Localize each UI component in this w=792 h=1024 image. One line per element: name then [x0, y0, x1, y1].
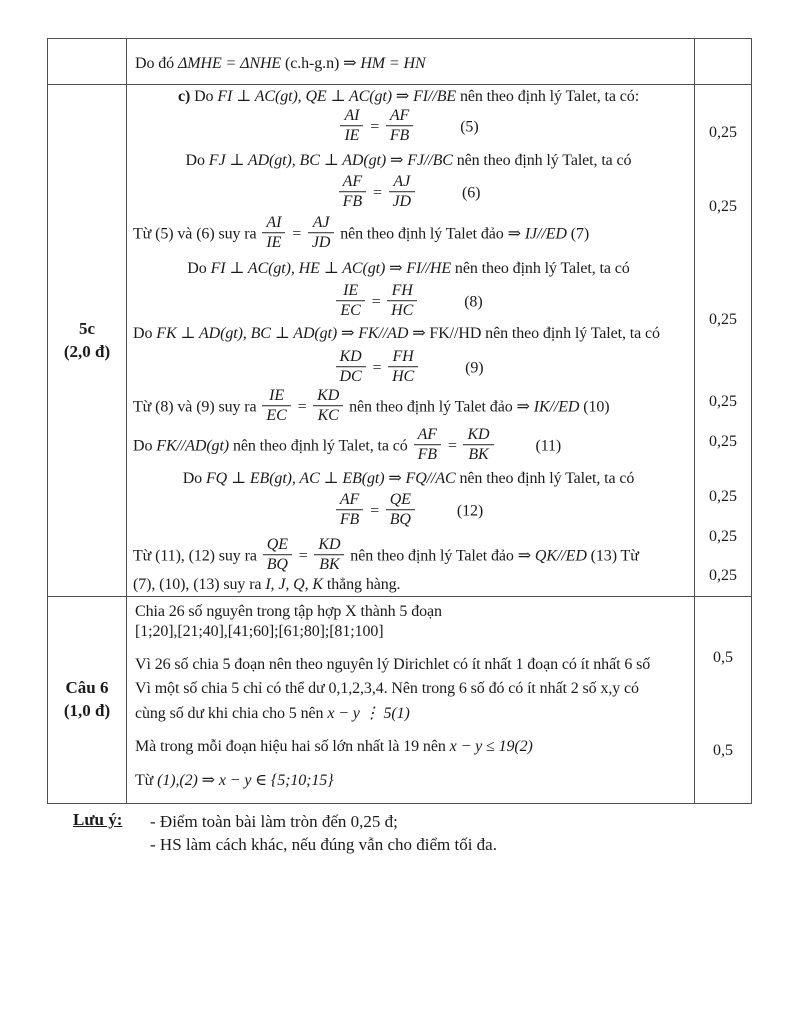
- content-line: [127, 389, 690, 427]
- content-line: [127, 493, 690, 531]
- point-value: 0,25: [709, 311, 737, 328]
- text: (5): [460, 118, 479, 136]
- point-value: 0,25: [709, 433, 737, 450]
- content-line: [127, 350, 690, 388]
- answer-content-cell: [126, 597, 694, 803]
- math-text: FQ ⊥ EB(gt), AC ⊥ EB(gt) ⇒ FQ//AC: [205, 470, 456, 487]
- text: Do: [133, 437, 157, 455]
- question-id-line: (1,0 đ): [63, 701, 111, 720]
- text: nên theo định lý Talet, ta có: [229, 437, 412, 455]
- math-text: =: [365, 502, 384, 520]
- math-text: =: [442, 437, 462, 455]
- fraction-numerator: AF: [386, 107, 413, 126]
- text: cùng số dư khi chia cho 5 nên: [135, 705, 328, 722]
- text: (11): [535, 437, 562, 455]
- math-text: [1;20],[21;40],[41;60];[61;80];[81;100]: [135, 623, 384, 640]
- points-cell: [694, 85, 751, 596]
- text: c): [177, 88, 195, 105]
- math-text: ⇒ IJ//ED: [507, 225, 567, 243]
- text: Chia 26 số nguyên trong tập hợp X thành 5 đoạn: [135, 603, 442, 620]
- fraction-denominator: IE: [344, 127, 360, 145]
- math-text: FJ ⊥ AD(gt), BC ⊥ AD(gt) ⇒ FJ//BC: [208, 152, 453, 169]
- text: (7): [566, 225, 590, 243]
- answer-content-cell: [126, 39, 694, 84]
- text: nên theo định lý Talet đảo: [345, 398, 517, 416]
- text: nên theo định lý Talet, ta có:: [456, 88, 640, 105]
- question-id-line: (2,0 đ): [63, 341, 111, 361]
- math-text: FI ⊥ AC(gt), HE ⊥ AC(gt) ⇒ FI//HE: [210, 260, 452, 277]
- math-text: ΔMHE = ΔNHE: [177, 55, 282, 72]
- fraction-numerator: FH: [388, 348, 418, 367]
- content-line: [127, 216, 690, 254]
- text: Vì một số chia 5 chỉ có thể dư 0,1,2,3,4. Nên trong 6 số đó có ít nhất 2 số x,y có: [135, 680, 639, 697]
- fraction-denominator: FB: [342, 193, 363, 211]
- content-line: [127, 680, 690, 698]
- fraction-numerator: IE: [336, 282, 364, 301]
- answer-content-cell: [126, 85, 694, 596]
- math-text: =: [368, 184, 387, 202]
- fraction: [340, 107, 363, 145]
- text: Do: [187, 260, 211, 277]
- math-text: FK//AD(gt): [156, 437, 230, 455]
- fraction-numerator: KD: [336, 348, 366, 367]
- math-text: x − y ≤ 19(2): [449, 738, 533, 755]
- math-text: FK ⊥ AD(gt), BC ⊥ AD(gt) ⇒ FK//AD: [156, 325, 409, 342]
- fraction: [262, 387, 290, 425]
- content-line: [127, 538, 690, 576]
- fraction: [308, 214, 334, 252]
- content-line: [127, 284, 690, 322]
- content-line: [127, 428, 690, 466]
- question-id-cell: [48, 39, 126, 84]
- text: (7), (10), (13) suy ra: [133, 576, 266, 593]
- content-line: [127, 603, 690, 621]
- answer-rubric-table: [47, 38, 752, 804]
- text: Do đó: [135, 55, 178, 72]
- text: Mà trong mỗi đoạn hiệu hai số lớn nhất là 19 nên: [135, 738, 450, 755]
- fraction-denominator: FB: [389, 127, 410, 145]
- fraction: [386, 491, 415, 529]
- text: nên theo định lý Talet, ta có: [481, 325, 660, 342]
- content-line: [127, 656, 690, 674]
- fraction-denominator: FB: [339, 511, 360, 529]
- text: Từ: [135, 772, 158, 789]
- text: Do: [182, 470, 206, 487]
- table-row: [48, 85, 751, 597]
- text: nên theo định lý Talet đảo: [346, 547, 518, 565]
- math-text: FI ⊥ AC(gt), QE ⊥ AC(gt) ⇒ FI//BE: [217, 88, 457, 105]
- fraction-denominator: JD: [311, 234, 331, 252]
- fraction-denominator: FB: [417, 446, 437, 464]
- fraction: [463, 426, 493, 464]
- question-id-line: 5c: [78, 318, 96, 338]
- table-row: [48, 39, 751, 85]
- text: (6): [461, 184, 481, 202]
- text: Do: [194, 88, 218, 105]
- text: (c.h-g.n): [281, 55, 344, 72]
- fraction: [262, 214, 285, 252]
- question-id-line: Câu 6: [65, 678, 109, 698]
- content-line: [127, 86, 690, 106]
- question-id-cell: [48, 597, 126, 803]
- fraction-denominator: KC: [317, 407, 339, 425]
- fraction-numerator: AJ: [389, 173, 415, 192]
- fraction-numerator: QE: [386, 491, 415, 510]
- content-line: [127, 150, 690, 170]
- fraction: [386, 107, 413, 145]
- content-line: [127, 109, 690, 147]
- text: (9): [465, 359, 484, 377]
- fraction-denominator: BK: [319, 556, 340, 574]
- fraction-denominator: EC: [340, 302, 361, 320]
- math-text: =: [293, 547, 313, 565]
- fraction-numerator: KD: [463, 426, 493, 445]
- math-text: =: [287, 225, 306, 243]
- point-value: 0,5: [713, 649, 733, 666]
- math-text: =: [292, 398, 312, 416]
- math-text: ⇒ FK//HD: [408, 325, 482, 342]
- fraction: [336, 491, 363, 529]
- fraction-denominator: IE: [266, 234, 282, 252]
- text: nên theo định lý Talet đảo: [336, 225, 508, 243]
- fraction-numerator: AF: [414, 426, 441, 445]
- fraction: [336, 282, 364, 320]
- fraction-numerator: AJ: [308, 214, 334, 233]
- table-row: [48, 597, 751, 803]
- fraction-numerator: AF: [336, 491, 363, 510]
- text: thẳng hàng.: [323, 576, 401, 593]
- content-line: [127, 175, 690, 213]
- point-value: 0,25: [709, 567, 737, 584]
- math-text: (1),(2) ⇒ x − y ∈ {5;10;15}: [157, 772, 334, 789]
- text: nên theo định lý Talet, ta có: [451, 260, 630, 277]
- text: Vì 26 số chia 5 đoạn nên theo nguyên lý Dirichlet có ít nhất 1 đoạn có ít nhất 6 số: [135, 656, 651, 673]
- math-text: =: [366, 293, 386, 311]
- text: Từ (8) và (9) suy ra: [133, 398, 261, 416]
- points-cell: [694, 39, 751, 84]
- text: (10): [579, 398, 610, 416]
- question-id-cell: [48, 85, 126, 596]
- fraction-denominator: EC: [266, 407, 287, 425]
- text: Từ (11), (12) suy ra: [133, 547, 261, 565]
- math-text: x − y ⋮ 5(1): [327, 705, 410, 722]
- fraction-numerator: AI: [340, 107, 363, 126]
- content-line: [127, 323, 690, 343]
- text: (13) Từ: [586, 547, 639, 565]
- text: Từ (5) và (6) suy ra: [133, 225, 261, 243]
- text: nên theo định lý Talet, ta có: [455, 470, 635, 487]
- point-value: 0,5: [713, 742, 733, 759]
- content-line: [127, 53, 690, 73]
- text: Do: [185, 152, 209, 169]
- text: nên theo định lý Talet, ta có: [452, 152, 632, 169]
- fraction-denominator: HC: [392, 368, 415, 386]
- point-value: 0,25: [709, 124, 737, 141]
- content-line: [127, 468, 690, 488]
- fraction-denominator: BQ: [389, 511, 411, 529]
- fraction: [314, 536, 344, 574]
- fraction: [388, 348, 418, 386]
- point-value: 0,25: [709, 528, 737, 545]
- fraction: [313, 387, 343, 425]
- content-line: [127, 738, 690, 756]
- content-line: [127, 258, 690, 278]
- point-value: 0,25: [709, 488, 737, 505]
- math-text: =: [367, 359, 387, 377]
- math-text: ⇒ QK//ED: [517, 547, 587, 565]
- note-line: - HS làm cách khác, nếu đúng vẫn cho điểm tối đa.: [150, 835, 497, 854]
- fraction-denominator: HC: [391, 302, 414, 320]
- point-value: 0,25: [709, 198, 737, 215]
- math-text: I, J, Q, K: [265, 576, 323, 593]
- fraction: [263, 536, 292, 574]
- content-line: [127, 770, 690, 790]
- note-line: - Điểm toàn bài làm tròn đến 0,25 đ;: [150, 812, 398, 831]
- fraction-numerator: FH: [387, 282, 417, 301]
- fraction-numerator: KD: [314, 536, 344, 555]
- math-text: ⇒ IK//ED: [516, 398, 580, 416]
- fraction: [389, 173, 415, 211]
- content-line: [127, 623, 690, 641]
- point-value: 0,25: [709, 393, 737, 410]
- math-text: =: [365, 118, 384, 136]
- fraction-denominator: DC: [339, 368, 362, 386]
- fraction-numerator: AF: [339, 173, 366, 192]
- fraction-numerator: KD: [313, 387, 343, 406]
- fraction: [387, 282, 417, 320]
- fraction-denominator: BQ: [266, 556, 288, 574]
- fraction-numerator: QE: [263, 536, 292, 555]
- text: Do: [133, 325, 157, 342]
- fraction-numerator: IE: [262, 387, 290, 406]
- text: (8): [464, 293, 483, 311]
- points-cell: [694, 597, 751, 803]
- notes-body: [150, 810, 497, 856]
- text: (12): [456, 502, 484, 520]
- fraction-denominator: JD: [392, 193, 411, 211]
- fraction: [414, 426, 441, 464]
- content-line: [127, 703, 690, 723]
- fraction: [339, 173, 366, 211]
- fraction: [336, 348, 366, 386]
- fraction-denominator: BK: [468, 446, 489, 464]
- fraction-numerator: AI: [262, 214, 285, 233]
- math-text: ⇒ HM = HN: [343, 55, 426, 72]
- notes-label: Lưu ý:: [73, 810, 123, 829]
- content-line: [127, 576, 690, 594]
